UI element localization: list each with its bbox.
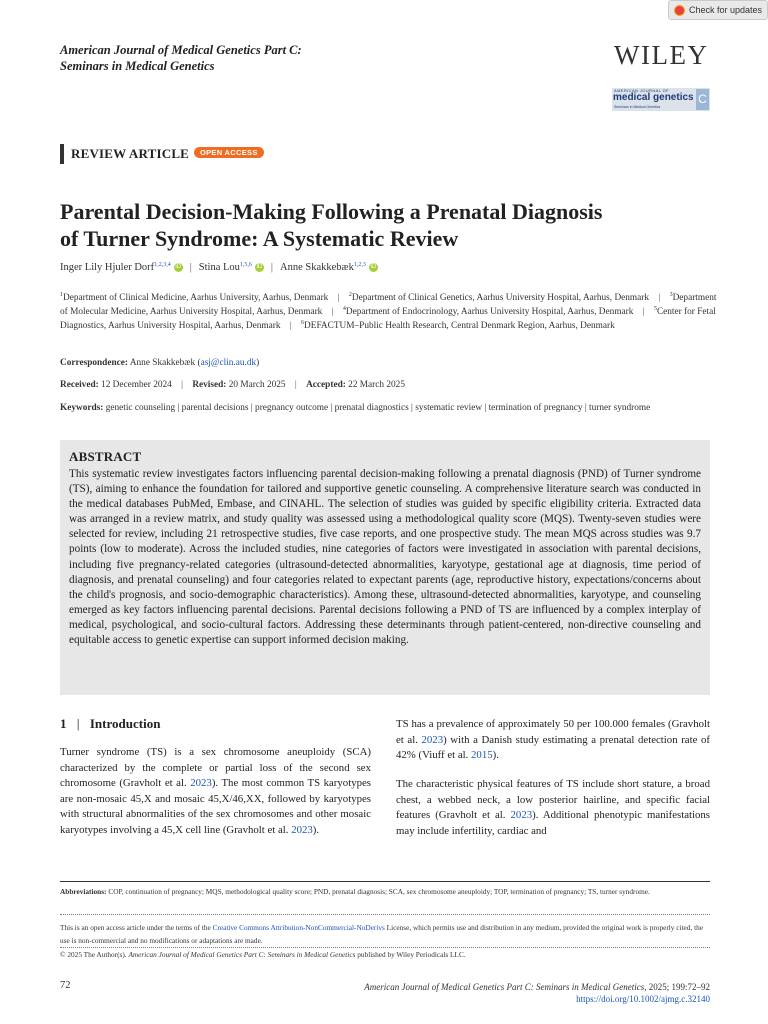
journal-badge-logo — [612, 88, 710, 111]
page-number: 72 — [60, 980, 71, 991]
author-name[interactable]: Inger Lily Hjuler Dorf$^{1,2,3,4}$ — [60, 262, 171, 273]
author-name[interactable]: Anne Skakkebæk$^{1,2,3}$ — [280, 262, 366, 273]
body-paragraph: The characteristic physical features of TS include short stature, a broad chest, a webbed neck, a low posterior hairline, and specific facial features (Gravholt et al. 2023). Additional phenotypic manifestations may include infertility, cardiac and — [396, 778, 710, 837]
check-for-updates-button[interactable] — [668, 0, 768, 20]
check-for-updates-label: Check for updates — [689, 5, 763, 15]
open-access-badge: OPEN ACCESS — [194, 147, 264, 158]
article-title-line1: Parental Decision-Making Following a Prenatal Diagnosis — [60, 199, 603, 224]
citation-link[interactable]: 2023 — [190, 777, 212, 790]
journal-name-line2: Seminars in Medical Genetics — [60, 59, 215, 73]
journal-badge-sub: Seminars in Medical Genetics — [614, 105, 661, 109]
footnote-rule — [60, 881, 710, 882]
journal-badge-letter: C — [696, 89, 709, 110]
abstract-box — [60, 440, 710, 695]
article-type-bar — [60, 144, 64, 164]
correspondence-email-link[interactable]: asj@clin.au.dk — [200, 358, 257, 368]
keywords-label: Keywords: — [60, 403, 104, 413]
journal-name — [60, 42, 302, 74]
citation-link[interactable]: 2023 — [510, 809, 533, 822]
keywords-list: genetic counseling | parental decisions | pregnancy outcome | prenatal diagnostics | systematic review | termination of pregnancy | turner syndrome — [105, 403, 651, 413]
author-separator: | — [270, 262, 274, 273]
doi-link[interactable]: https://doi.org/10.1002/ajmg.c.32140 — [576, 994, 710, 1004]
citation-link[interactable]: 2023 — [291, 823, 313, 836]
footnote-divider — [60, 947, 710, 948]
footer-citation: American Journal of Medical Genetics Part C: Seminars in Medical Genetics, 2025; 199:72–92 https://doi.org/10.1002/ajmg.c.32140 — [364, 982, 710, 1004]
orcid-icon[interactable]: iD — [256, 264, 263, 270]
article-type: REVIEW ARTICLE — [71, 146, 190, 161]
publisher-logo[interactable]: WILEY — [614, 40, 709, 70]
journal-badge-top: AMERICAN JOURNAL OF — [614, 88, 670, 93]
abstract-heading: ABSTRACT — [69, 449, 142, 464]
license-text: This is an open access article under the terms of the Creative Commons Attribution-NonCommercial-NoDerivs License, which permits use and distribution in any medium, provided the original work is properly cited, the use is non-commercial and no modifications or adaptations are made. — [60, 923, 703, 945]
author-list — [60, 262, 378, 273]
correspondence: Correspondence: Anne Skakkebæk (asj@clin.au.dk) — [60, 358, 260, 368]
revised-date: 20 March 2025 — [228, 380, 286, 390]
correspondence-name: Anne Skakkebæk — [129, 358, 196, 368]
abbreviations: Abbreviations: COP, continuation of pregnancy; MQS, methodological quality score; PND, prenatal diagnosis; SCA, sex chromosome aneuploidy; TOP, termination of pregnancy; TS, turner syndrome. — [60, 887, 650, 896]
citation-link[interactable]: 2023 — [421, 733, 444, 746]
license-link[interactable]: Creative Commons Attribution-NonCommercial-NoDerivs — [212, 923, 385, 932]
orcid-icon[interactable]: iD — [175, 264, 182, 270]
section-heading-introduction: 1 | Introduction — [60, 716, 161, 731]
received-date: 12 December 2024 — [101, 380, 172, 390]
citation-link[interactable]: 2015 — [471, 749, 493, 762]
journal-badge-main: medical genetics — [613, 92, 694, 103]
correspondence-label: Correspondence: — [60, 358, 128, 368]
keywords — [60, 402, 722, 416]
article-title-line2: of Turner Syndrome: A Systematic Review — [60, 226, 459, 251]
journal-name-line1: American Journal of Medical Genetics Part C: — [60, 43, 302, 57]
crossmark-icon — [674, 5, 685, 16]
accepted-date: 22 March 2025 — [348, 380, 405, 390]
footnote-divider — [60, 914, 710, 915]
copyright-text: © 2025 The Author(s). American Journal of Medical Genetics Part C: Seminars in Medical Genetics published by Wiley Periodicals LLC. — [60, 950, 466, 959]
article-title — [60, 198, 720, 252]
body-paragraph: Turner syndrome (TS) is a sex chromosome aneuploidy (SCA) characterized by the complete or partial loss of the second sex chromosome (Gravholt et al. 2023). The most common TS karyotypes are non-mosaic 45,X and mosaic 45,X/46,XX, followed by karyotypes with structural abnormalities of the sex chromosomes and other mosaic karyotypes involving a 45,X cell line (Gravholt et al. 2023). — [60, 746, 371, 836]
article-dates: Received: 12 December 2024 | Revised: 20 March 2025 | Accepted: 22 March 2025 — [60, 380, 405, 390]
author-name[interactable]: Stina Lou$^{1,5,6}$ — [198, 262, 252, 273]
author-separator: | — [189, 262, 192, 273]
orcid-icon[interactable]: iD — [370, 264, 377, 270]
body-paragraph: TS has a prevalence of approximately 50 per 100.000 females (Gravholt et al. 2023) with a Danish study estimating a prenatal detection rate of 42% (Viuff et al. 2015). — [396, 718, 710, 762]
affiliations: $^1$Department of Clinical Medicine, Aarhus University, Aarhus, Denmark | $^2$Department of Clinical Genetics, Aarhus University Hospital, Aarhus, Denmark | $^3$Department of Molecular Medicine, Aarhus University Hospital, Aarhus, Denmark | $^4$Department of Endocrinology, Aarhus University Hospital, Aarhus, Denmark | $^5$Center for Fetal Diagnostics, Aarhus University Hospital, Aarhus, Denmark | $^6$DEFACTUM–Public Health Research, Central Denmark Region, Aarhus, Denmark — [60, 292, 717, 331]
abstract-text: This systematic review investigates factors influencing parental decision-making following a prenatal diagnosis (PND) of Turner syndrome (TS), aiming to enhance the foundation for tailored and supportive genetic counseling. A comprehensive literature search was conducted in the medical databases PubMed, Embase, and CINAHL. The selection of studies was guided by specific eligibility criteria. Extracted data was arranged in a review matrix, and study quality was assessed using a methodological quality score (MQS). Twenty-seven studies were selected for review, including 21 retrospective studies, five case reports, and one prospective study. The mean MQS across studies was 9.7 points (low to moderate). Across the included studies, nine categories of factors were investigated in association with parental decisions, including five pregnancy-related categories (ultrasound-detected abnormalities, karyotype, gestational age at diagnosis, time period of diagnosis, and prenatal counseling) and four categories related to expectant parents (age, reproductive history, expectations/concerns about the child's prognosis, and socio-demographic characteristics). Among these, ultrasound-detected abnormalities, karyotype, and counseling emerged as key factors influencing parental decisions. Parental decisions following a PND of TS are influenced by a complex interplay of medical, psychological, and socio-cultural factors. Addressing these determinants through patient-centered, non-directive counseling and equitable access to genetic expertise can support informed decision making. — [69, 468, 701, 647]
